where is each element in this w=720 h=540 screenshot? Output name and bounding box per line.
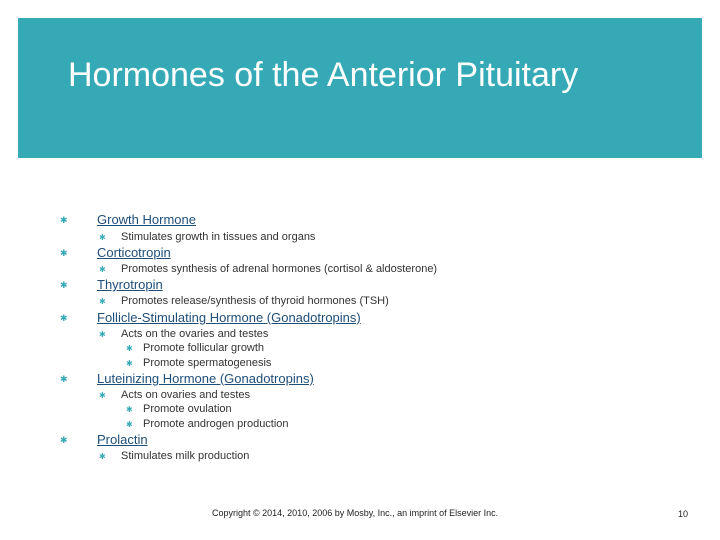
asterisk-bullet-icon: ✱ <box>99 330 106 339</box>
hormone-subdetail: Promote follicular growth <box>143 342 265 354</box>
asterisk-bullet-icon: ✱ <box>126 344 133 353</box>
asterisk-bullet-icon: ✱ <box>60 435 68 445</box>
asterisk-bullet-icon: ✱ <box>60 248 68 258</box>
hormone-label[interactable]: Thyrotropin <box>97 277 163 292</box>
page-number: 10 <box>678 509 689 519</box>
asterisk-bullet-icon: ✱ <box>126 420 133 429</box>
asterisk-bullet-icon: ✱ <box>99 297 106 306</box>
hormone-detail: Promotes synthesis of adrenal hormones (cortisol & aldosterone) <box>121 263 438 275</box>
hormone-detail: Promotes release/synthesis of thyroid hormones (TSH) <box>121 295 389 307</box>
hormone-detail: Acts on ovaries and testes <box>121 389 251 401</box>
asterisk-bullet-icon: ✱ <box>126 405 133 414</box>
hormone-detail: Stimulates milk production <box>121 450 250 462</box>
hormone-detail: Stimulates growth in tissues and organs <box>121 231 316 243</box>
asterisk-bullet-icon: ✱ <box>60 374 68 384</box>
asterisk-bullet-icon: ✱ <box>99 452 106 461</box>
asterisk-bullet-icon: ✱ <box>99 233 106 242</box>
hormone-detail: Acts on the ovaries and testes <box>121 328 269 340</box>
hormone-label[interactable]: Follicle-Stimulating Hormone (Gonadotropins) <box>97 310 361 325</box>
asterisk-bullet-icon: ✱ <box>99 265 106 274</box>
copyright-footer: Copyright © 2014, 2010, 2006 by Mosby, Inc., an imprint of Elsevier Inc. <box>212 508 499 518</box>
hormone-subdetail: Promote androgen production <box>143 418 289 430</box>
hormone-label[interactable]: Prolactin <box>97 432 148 447</box>
asterisk-bullet-icon: ✱ <box>99 391 106 400</box>
hormone-label[interactable]: Luteinizing Hormone (Gonadotropins) <box>97 371 314 386</box>
asterisk-bullet-icon: ✱ <box>60 280 68 290</box>
asterisk-bullet-icon: ✱ <box>60 313 68 323</box>
hormone-subdetail: Promote spermatogenesis <box>143 357 272 369</box>
hormone-label[interactable]: Corticotropin <box>97 245 171 260</box>
slide-title: Hormones of the Anterior Pituitary <box>68 56 579 94</box>
hormone-label[interactable]: Growth Hormone <box>97 212 196 227</box>
hormone-subdetail: Promote ovulation <box>143 403 232 415</box>
asterisk-bullet-icon: ✱ <box>126 359 133 368</box>
asterisk-bullet-icon: ✱ <box>60 215 68 225</box>
